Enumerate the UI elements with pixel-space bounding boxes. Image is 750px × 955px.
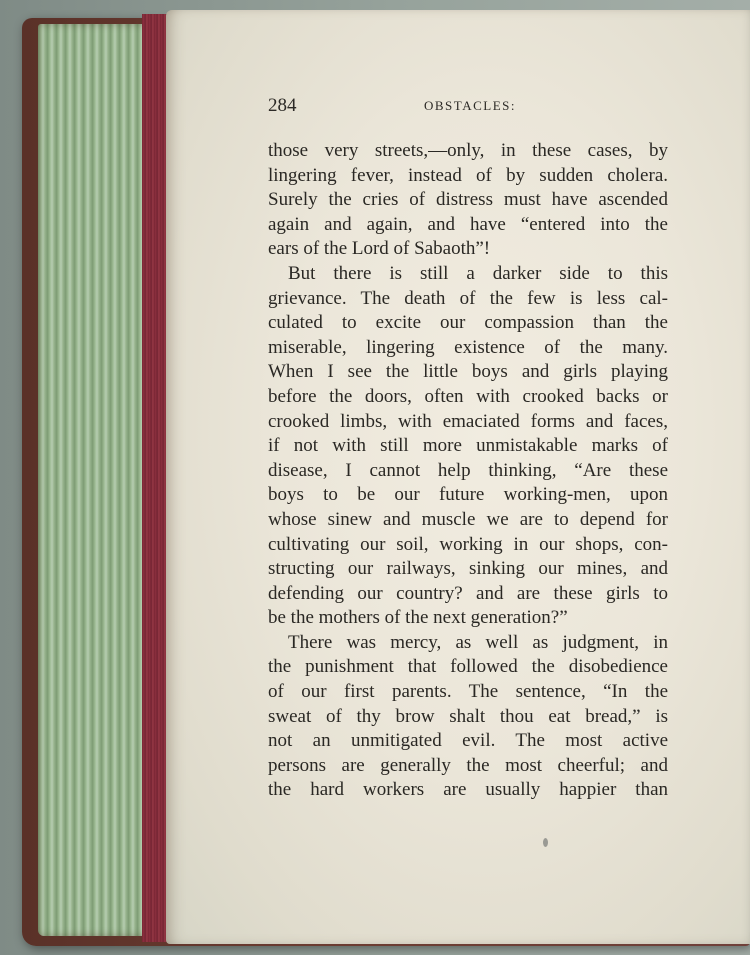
- text-line: crooked limbs, with emaciated forms and faces,: [268, 410, 668, 432]
- text-line: lingering fever, instead of by sudden cholera.: [268, 164, 668, 186]
- page-number: 284: [268, 95, 297, 116]
- text-line: defending our country? and are these girls to: [268, 582, 668, 604]
- text-line: When I see the little boys and girls playing: [268, 361, 668, 383]
- text-line: persons are generally the most cheerful; and: [268, 754, 668, 776]
- text-line: culated to excite our compassion than the: [268, 312, 668, 334]
- body-text: [268, 139, 668, 803]
- text-line: before the doors, often with crooked backs or: [268, 385, 668, 407]
- text-line: the hard workers are usually happier than: [268, 779, 668, 801]
- text-line: boys to be our future working-men, upon: [268, 484, 668, 506]
- text-line: whose sinew and muscle we are to depend for: [268, 508, 668, 530]
- text-line: be the mothers of the next generation?”: [268, 607, 568, 629]
- text-line: not an unmitigated evil. The most active: [268, 730, 668, 752]
- ink-speck: [543, 838, 548, 847]
- text-line: if not with still more unmistakable marks of: [268, 435, 668, 457]
- text-line: cultivating our soil, working in our shops, con-: [268, 533, 668, 555]
- text-line: grievance. The death of the few is less cal-: [268, 287, 668, 309]
- text-line: But there is still a darker side to this: [288, 262, 668, 284]
- text-line: those very streets,—only, in these cases, by: [268, 140, 668, 161]
- text-line: the punishment that followed the disobedience: [268, 656, 668, 678]
- text-line: miserable, lingering existence of the many.: [268, 336, 668, 358]
- running-title: OBSTACLES:: [424, 98, 516, 113]
- text-line: ears of the Lord of Sabaoth”!: [268, 238, 491, 260]
- text-line: structing our railways, sinking our mines, and: [268, 558, 668, 580]
- red-page-edge: [142, 14, 168, 942]
- text-line: disease, I cannot help thinking, “Are these: [268, 459, 668, 481]
- text-line: Surely the cries of distress must have ascended: [268, 189, 668, 211]
- text-line: again and again, and have “entered into the: [268, 213, 668, 235]
- text-line: of our first parents. The sentence, “In the: [268, 681, 668, 703]
- text-line: There was mercy, as well as judgment, in: [288, 631, 668, 653]
- text-line: sweat of thy brow shalt thou eat bread,” is: [268, 705, 668, 727]
